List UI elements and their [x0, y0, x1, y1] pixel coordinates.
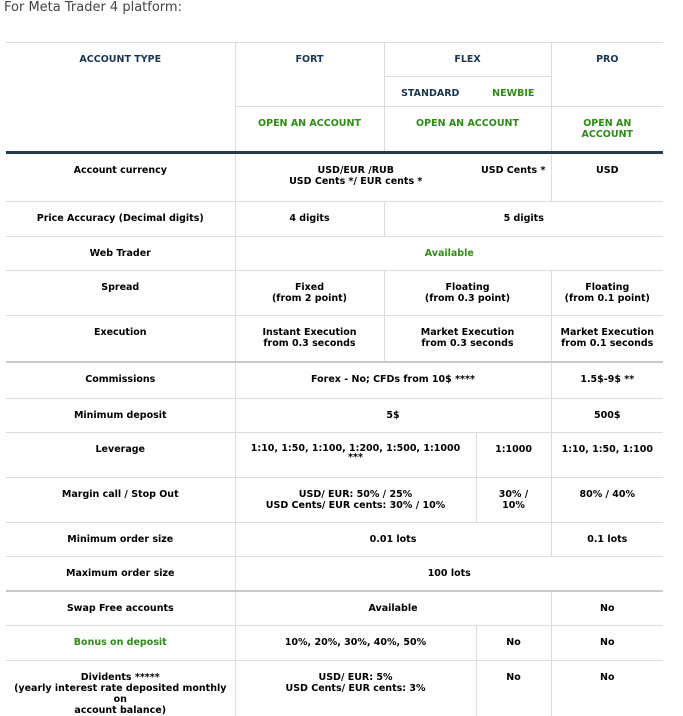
row-label-commissions: Commissions: [6, 362, 235, 399]
leverage-fort-standard: 1:10, 1:50, 1:100, 1:200, 1:500, 1:1000 ***: [235, 433, 476, 478]
spread-flex: Floating (from 0.3 point): [384, 271, 551, 316]
margin-newbie: 30% / 10%: [476, 478, 551, 523]
header-newbie: NEWBIE: [476, 77, 551, 107]
open-account-pro-link[interactable]: OPEN AN ACCOUNT: [551, 107, 663, 153]
row-label-min-order: Minimum order size: [6, 523, 235, 557]
row-label-dividends: Dividents ***** (yearly interest rate deposited monthly on account balance): [6, 661, 235, 716]
dividends-newbie: No: [476, 661, 551, 716]
leverage-newbie: 1:1000: [476, 433, 551, 478]
header-account-type: ACCOUNT TYPE: [6, 43, 235, 107]
row-label-swap-free: Swap Free accounts: [6, 591, 235, 626]
dividends-fort-standard: USD/ EUR: 5% USD Cents/ EUR cents: 3%: [235, 661, 476, 716]
account-comparison-table: [6, 42, 663, 716]
currency-fort-standard: USD/EUR /RUB USD Cents */ EUR cents *: [235, 153, 476, 202]
row-label-leverage: Leverage: [6, 433, 235, 478]
row-label-account-currency: Account currency: [6, 153, 235, 202]
bonus-fort-standard: 10%, 20%, 30%, 40%, 50%: [235, 626, 476, 661]
leverage-pro: 1:10, 1:50, 1:100: [551, 433, 663, 478]
commissions-fort-flex: Forex - No; CFDs from 10$ ****: [235, 362, 551, 399]
header-flex: FLEX: [384, 43, 551, 77]
bonus-newbie: No: [476, 626, 551, 661]
currency-newbie: USD Cents *: [476, 153, 551, 202]
header-standard: STANDARD: [384, 77, 476, 107]
currency-pro: USD: [551, 153, 663, 202]
web-trader-value: Available: [235, 237, 663, 271]
min-order-pro: 0.1 lots: [551, 523, 663, 557]
accuracy-flex-pro: 5 digits: [384, 202, 663, 237]
row-label-web-trader: Web Trader: [6, 237, 235, 271]
bonus-pro: No: [551, 626, 663, 661]
execution-fort: Instant Execution from 0.3 seconds: [235, 316, 384, 363]
spread-fort: Fixed (from 2 point): [235, 271, 384, 316]
swap-pro: No: [551, 591, 663, 626]
row-label-price-accuracy: Price Accuracy (Decimal digits): [6, 202, 235, 237]
execution-pro: Market Execution from 0.1 seconds: [551, 316, 663, 363]
margin-fort-standard: USD/ EUR: 50% / 25% USD Cents/ EUR cents: 30% / 10%: [235, 478, 476, 523]
spread-pro: Floating (from 0.1 point): [551, 271, 663, 316]
row-label-margin-call: Margin call / Stop Out: [6, 478, 235, 523]
open-account-flex-link[interactable]: OPEN AN ACCOUNT: [384, 107, 551, 153]
row-label-bonus: Bonus on deposit: [6, 626, 235, 661]
row-label-minimum-deposit: Minimum deposit: [6, 399, 235, 433]
commissions-pro: 1.5$-9$ **: [551, 362, 663, 399]
header-pro: PRO: [551, 43, 663, 107]
max-order-value: 100 lots: [235, 557, 663, 592]
min-deposit-fort-flex: 5$: [235, 399, 551, 433]
min-deposit-pro: 500$: [551, 399, 663, 433]
swap-fort-flex: Available: [235, 591, 551, 626]
row-label-spread: Spread: [6, 271, 235, 316]
accuracy-fort: 4 digits: [235, 202, 384, 237]
open-account-fort-link[interactable]: OPEN AN ACCOUNT: [235, 107, 384, 153]
margin-pro: 80% / 40%: [551, 478, 663, 523]
row-label-execution: Execution: [6, 316, 235, 363]
dividends-pro: No: [551, 661, 663, 716]
platform-intro: For Meta Trader 4 platform:: [4, 0, 182, 15]
row-label-max-order: Maximum order size: [6, 557, 235, 592]
header-spacer: [6, 107, 235, 153]
header-fort: FORT: [235, 43, 384, 107]
min-order-fort-flex: 0.01 lots: [235, 523, 551, 557]
execution-flex: Market Execution from 0.3 seconds: [384, 316, 551, 363]
